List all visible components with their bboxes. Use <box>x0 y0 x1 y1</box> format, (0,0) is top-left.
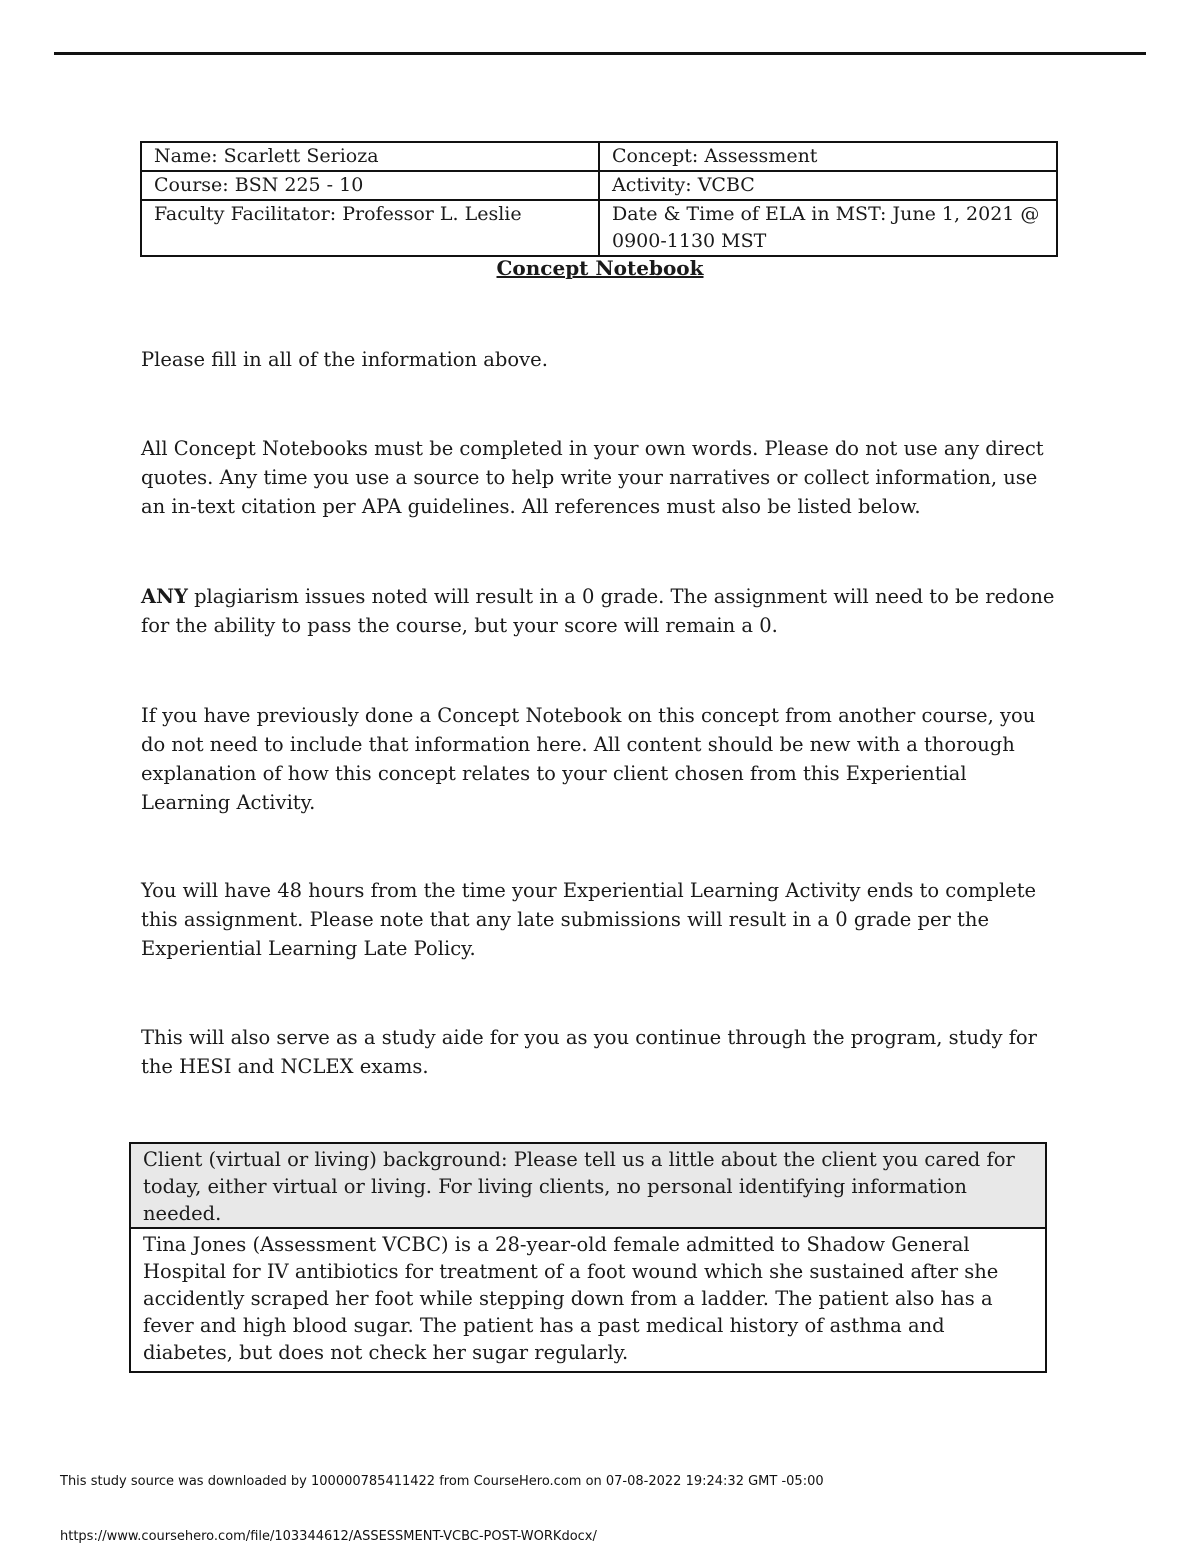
plagiarism-text: plagiarism issues noted will result in a 0 grade. The assignment will need to be redone for the ability to pass the course, but your score will remain a 0. <box>141 585 1055 637</box>
source-url[interactable]: https://www.coursehero.com/file/103344612/ASSESSMENT-VCBC-POST-WORKdocx/ <box>60 1529 597 1544</box>
client-background-table <box>129 1142 1047 1373</box>
download-source-note: This study source was downloaded by 100000785411422 from CourseHero.com on 07-08-2022 19:24:32 GMT -05:00 <box>60 1474 824 1489</box>
name-cell: Name: Scarlett Serioza <box>141 142 599 171</box>
table-row <box>141 142 1057 171</box>
table-row <box>141 200 1057 256</box>
concept-cell: Concept: Assessment <box>599 142 1057 171</box>
emphasis-text: ANY <box>141 585 188 608</box>
top-rule <box>54 52 1146 55</box>
course-cell: Course: BSN 225 - 10 <box>141 171 599 200</box>
datetime-cell: Date & Time of ELA in MST: June 1, 2021 @ 0900-1130 MST <box>599 200 1057 256</box>
instruction-paragraph: Please fill in all of the information above. <box>141 348 548 371</box>
table-row <box>141 171 1057 200</box>
faculty-cell: Faculty Facilitator: Professor L. Leslie <box>141 200 599 256</box>
client-prompt-cell: Client (virtual or living) background: Please tell us a little about the client you cared for today, either virtual or living. For living clients, no personal identifying information needed. <box>130 1143 1046 1228</box>
page-title: Concept Notebook <box>496 256 704 280</box>
table-row <box>130 1228 1046 1372</box>
client-answer-cell: Tina Jones (Assessment VCBC) is a 28-year-old female admitted to Shadow General Hospital for IV antibiotics for treatment of a foot wound which she sustained after she accidently scraped her foot while stepping down from a ladder. The patient also has a fever and high blood sugar. The patient has a past medical history of asthma and diabetes, but does not check her sugar regularly. <box>130 1228 1046 1372</box>
instruction-paragraph: All Concept Notebooks must be completed in your own words. Please do not use any direct quotes. Any time you use a source to help write your narratives or collect information, use an in-text citation per APA guidelines. All references must also be listed below. <box>141 437 1044 518</box>
header-info-table <box>140 141 1058 257</box>
instruction-paragraph: This will also serve as a study aide for you as you continue through the program, study for the HESI and NCLEX exams. <box>141 1026 1037 1078</box>
plagiarism-paragraph <box>141 582 1056 640</box>
instruction-paragraph: You will have 48 hours from the time your Experiential Learning Activity ends to complete this assignment. Please note that any late submissions will result in a 0 grade per the Experiential Learning Late Policy. <box>141 879 1037 960</box>
instruction-paragraph: If you have previously done a Concept Notebook on this concept from another course, you do not need to include that information here. All content should be new with a thorough explanation of how this concept relates to your client chosen from this Experiential Learning Activity. <box>141 704 1036 814</box>
table-row <box>130 1143 1046 1228</box>
activity-cell: Activity: VCBC <box>599 171 1057 200</box>
